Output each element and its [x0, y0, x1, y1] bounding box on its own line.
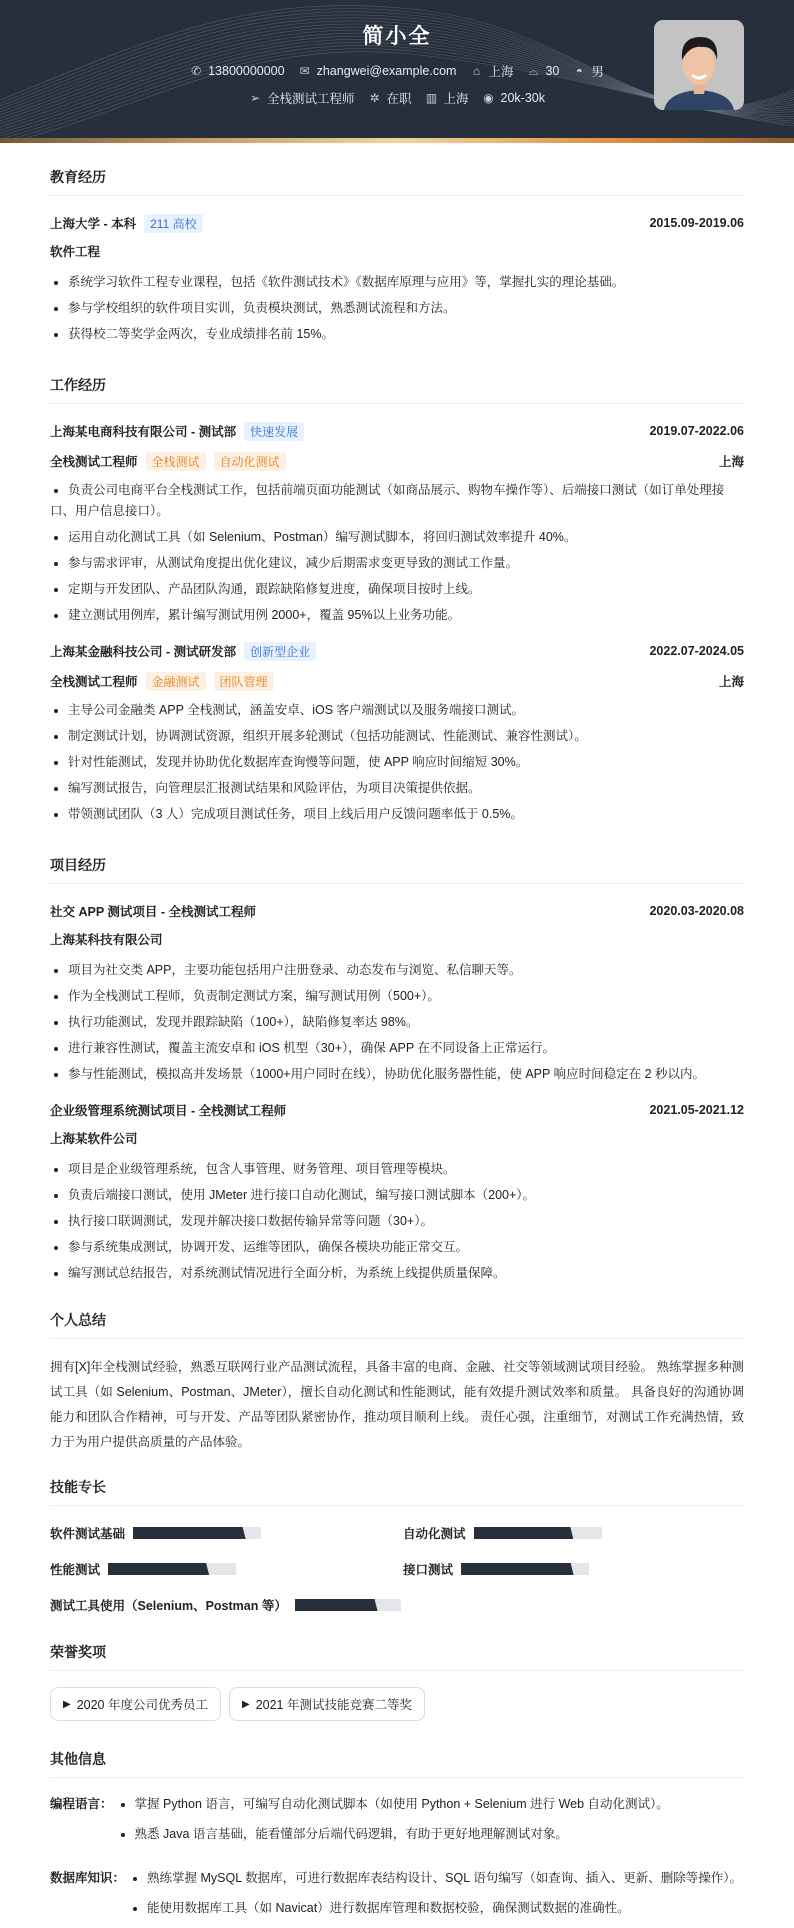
skill-name: 自动化测试: [403, 1527, 466, 1541]
bullet-item: 执行功能测试，发现并跟踪缺陷（100+），缺陷修复率达 98%。: [50, 1012, 744, 1033]
bullet-item: 系统学习软件工程专业课程，包括《软件测试技术》《数据库原理与应用》等，掌握扎实的理论基础。: [50, 272, 744, 293]
salary-icon: ◉: [483, 91, 494, 105]
info-item: [573, 62, 604, 80]
other-label: 编程语言：: [50, 1797, 113, 1811]
info-item: [249, 89, 355, 107]
education-date: 2015.09-2019.06: [649, 216, 744, 230]
bullet-item: 获得校二等奖学金两次，专业成绩排名前 15%。: [50, 324, 744, 345]
skill-bar-fill: [295, 1599, 378, 1611]
award-item[interactable]: [50, 1687, 221, 1721]
other-label: 数据库知识：: [50, 1871, 126, 1885]
role-name: 全栈测试工程师: [50, 675, 138, 689]
other-item: 能使用数据库工具（如 Navicat）进行数据库管理和数据校验，确保测试数据的准确性。: [125, 1898, 742, 1919]
project-date: 2021.05-2021.12: [649, 1103, 744, 1117]
job-date: 2019.07-2022.06: [649, 424, 744, 438]
other-items: [125, 1868, 742, 1928]
bullet-item: 负责后端接口测试，使用 JMeter 进行接口自动化测试，编写接口测试脚本（200+）。: [50, 1185, 744, 1206]
skill-item: [50, 1558, 403, 1580]
role-header: [50, 450, 744, 472]
role-header: [50, 670, 744, 692]
bullet-item: 进行兼容性测试，覆盖主流安卓和 iOS 机型（30+），确保 APP 在不同设备上正常运行。: [50, 1038, 744, 1059]
info-text: 男: [591, 65, 604, 79]
bullet-item: 作为全栈测试工程师，负责制定测试方案，编写测试用例（500+）。: [50, 986, 744, 1007]
skill-bar: [461, 1563, 589, 1575]
bullet-item: 主导公司金融类 APP 全栈测试，涵盖安卓、iOS 客户端测试以及服务端接口测试。: [50, 700, 744, 721]
info-text: 全栈测试工程师: [266, 92, 355, 106]
info-text: 在职: [386, 92, 412, 106]
project-name: 社交 APP 测试项目 - 全栈测试工程师: [50, 905, 257, 919]
info-item: [299, 62, 457, 80]
project-company: 上海某软件公司: [50, 1132, 138, 1146]
bullet-item: 针对性能测试，发现并协助优化数据库查询慢等问题，使 APP 响应时间缩短 30%。: [50, 752, 744, 773]
other-group: [50, 1868, 744, 1928]
job-date: 2022.07-2024.05: [649, 644, 744, 658]
bullet-item: 参与学校组织的软件项目实训，负责模块测试，熟悉测试流程和方法。: [50, 298, 744, 319]
job-bullets: [50, 700, 744, 825]
building-icon: ▥: [425, 91, 438, 105]
other-item: 掌握 Python 语言，可编写自动化测试脚本（如使用 Python + Selenium 进行 Web 自动化测试）。: [113, 1794, 669, 1815]
skill-bar-fill: [461, 1563, 574, 1575]
resume-header: [0, 0, 794, 138]
other-group: [50, 1794, 744, 1854]
mail-icon: ✉: [299, 64, 310, 78]
summary-text: 拥有[X]年全栈测试经验，熟悉互联网行业产品测试流程，具备丰富的电商、金融、社交等领域测试项目经验。 熟练掌握多种测试工具（如 Selenium、Postman、JMeter），擅长自动化测试和性能测试，能有效提升测试效率和质量。 具备良好的沟通协调能力和团队合作精神，可与开发、产品等团队紧密协作，推动项目顺利上线。 责任心强，注重细节，对测试工作充满热情，致力于为用户提供高质量的产品体验。: [50, 1360, 744, 1449]
job-title-group: [50, 642, 316, 661]
section-title-work: 工作经历: [50, 375, 744, 404]
bullet-item: 编写测试总结报告，对系统测试情况进行全面分析，为系统上线提供质量保障。: [50, 1263, 744, 1284]
bullet-item: 运用自动化测试工具（如 Selenium、Postman）编写测试脚本，将回归测试效率提升 40%。: [50, 527, 744, 548]
company-name: 上海某电商科技有限公司 - 测试部: [50, 425, 237, 439]
job-header: [50, 420, 744, 442]
work-list: [50, 420, 744, 825]
skill-item: [50, 1594, 403, 1616]
section-title-skills: 技能专长: [50, 1477, 744, 1506]
home-icon: ⌂: [472, 64, 481, 78]
job-location: 上海: [718, 675, 744, 689]
bullet-item: 编写测试报告，向管理层汇报测试结果和风险评估，为项目决策提供依据。: [50, 778, 744, 799]
triangle-right-icon: ▶: [63, 1698, 71, 1710]
section-title-other: 其他信息: [50, 1749, 744, 1778]
info-item: [470, 62, 513, 80]
job-location: 上海: [718, 455, 744, 469]
skill-item: [50, 1522, 403, 1544]
status-icon: ✲: [369, 91, 380, 105]
project-list: [50, 900, 744, 1284]
section-title-awards: 荣誉奖项: [50, 1642, 744, 1671]
age-icon: ⌓: [528, 63, 539, 78]
skills-grid: [50, 1522, 744, 1616]
skill-bar: [295, 1599, 401, 1611]
info-text: 20k-30k: [500, 91, 546, 105]
education-entry: [50, 212, 744, 234]
bullet-item: 参与性能测试，模拟高并发场景（1000+用户同时在线），协助优化服务器性能，使 APP 响应时间稳定在 2 秒以内。: [50, 1064, 744, 1085]
project-name: 企业级管理系统测试项目 - 全栈测试工程师: [50, 1104, 287, 1118]
role-tag: 金融测试: [146, 672, 206, 691]
info-item: [426, 89, 469, 107]
project-company: 上海某科技有限公司: [50, 933, 163, 947]
project-header: [50, 1099, 744, 1121]
role-tag: 全栈测试: [146, 452, 206, 471]
award-text: 2021 年测试技能竞赛二等奖: [255, 1698, 412, 1712]
other-item: 熟悉 Java 语言基础，能看懂部分后端代码逻辑，有助于更好地理解测试对象。: [113, 1824, 669, 1845]
job-title-group: [50, 422, 304, 441]
role-group: [50, 452, 286, 471]
skill-bar: [474, 1527, 602, 1539]
candidate-name: 简小全: [362, 25, 432, 48]
info-text: 30: [545, 64, 560, 78]
skill-name: 测试工具使用（Selenium、Postman 等）: [50, 1599, 287, 1613]
job-header: [50, 640, 744, 662]
bullet-item: 项目为社交类 APP，主要功能包括用户注册登录、动态发布与浏览、私信聊天等。: [50, 960, 744, 981]
skill-bar-fill: [108, 1563, 209, 1575]
award-item[interactable]: [229, 1687, 425, 1721]
skill-bar-fill: [133, 1527, 246, 1539]
bullet-item: 定期与开发团队、产品团队沟通，跟踪缺陷修复进度，确保项目按时上线。: [50, 579, 744, 600]
section-title-projects: 项目经历: [50, 855, 744, 884]
bullet-item: 执行接口联调测试，发现并解决接口数据传输异常等问题（30+）。: [50, 1211, 744, 1232]
company-tag: 快速发展: [244, 422, 304, 441]
avatar: [654, 20, 744, 110]
major: 软件工程: [50, 245, 101, 259]
bullet-item: 制定测试计划，协调测试资源，组织开展多轮测试（包括功能测试、性能测试、兼容性测试）。: [50, 726, 744, 747]
education-bullets: [50, 272, 744, 345]
role-group: [50, 672, 274, 691]
award-text: 2020 年度公司优秀员工: [76, 1698, 208, 1712]
project-bullets: [50, 1159, 744, 1284]
header-accent-bar: [0, 138, 794, 143]
info-text: 上海: [443, 92, 469, 106]
skill-item: [403, 1558, 744, 1580]
role-tag: 自动化测试: [214, 452, 286, 471]
bullet-item: 负责公司电商平台全栈测试工作，包括前端页面功能测试（如商品展示、购物车操作等）、后端接口测试（如订单处理接口、用户信息接口）。: [50, 480, 744, 522]
bullet-item: 参与系统集成测试，协调开发、运维等团队，确保各模块功能正常交互。: [50, 1237, 744, 1258]
company-tag: 创新型企业: [244, 642, 316, 661]
skill-name: 性能测试: [50, 1563, 101, 1577]
awards-list: [50, 1687, 744, 1721]
skill-bar: [108, 1563, 236, 1575]
send-icon: ➢: [249, 91, 261, 105]
info-text: 13800000000: [208, 64, 285, 78]
school-tag: 211 高校: [144, 214, 202, 233]
bullet-item: 带领测试团队（3 人）完成项目测试任务，项目上线后用户反馈问题率低于 0.5%。: [50, 804, 744, 825]
other-items: [113, 1794, 669, 1854]
other-item: 熟练掌握 MySQL 数据库，可进行数据库表结构设计、SQL 语句编写（如查询、插入、更新、删除等操作）。: [125, 1868, 742, 1889]
skill-bar: [133, 1527, 261, 1539]
skill-name: 接口测试: [403, 1563, 454, 1577]
gender-icon: ◓: [575, 64, 583, 78]
info-item: [190, 62, 284, 80]
project-header: [50, 900, 744, 922]
job-bullets: [50, 480, 744, 626]
project-bullets: [50, 960, 744, 1085]
school-name: 上海大学 - 本科: [50, 217, 137, 231]
section-title-summary: 个人总结: [50, 1310, 744, 1339]
company-name: 上海某金融科技公司 - 测试研发部: [50, 645, 237, 659]
role-tag: 团队管理: [214, 672, 274, 691]
info-text: zhangwei@example.com: [316, 64, 457, 78]
section-title-education: 教育经历: [50, 167, 744, 196]
bullet-item: 建立测试用例库，累计编写测试用例 2000+，覆盖 95%以上业务功能。: [50, 605, 744, 626]
info-item: [527, 62, 559, 80]
bullet-item: 项目是企业级管理系统，包含人事管理、财务管理、项目管理等模块。: [50, 1159, 744, 1180]
project-date: 2020.03-2020.08: [649, 904, 744, 918]
role-name: 全栈测试工程师: [50, 455, 138, 469]
info-item: [369, 89, 412, 107]
skill-bar-fill: [474, 1527, 574, 1539]
other-info: [50, 1794, 744, 1928]
info-item: [483, 89, 545, 107]
bullet-item: 参与需求评审，从测试角度提出优化建议，减少后期需求变更导致的测试工作量。: [50, 553, 744, 574]
info-text: 上海: [488, 65, 514, 79]
skill-item: [403, 1522, 744, 1544]
triangle-right-icon: ▶: [241, 1698, 250, 1710]
phone-icon: ✆: [191, 64, 202, 78]
skill-name: 软件测试基础: [50, 1527, 126, 1541]
